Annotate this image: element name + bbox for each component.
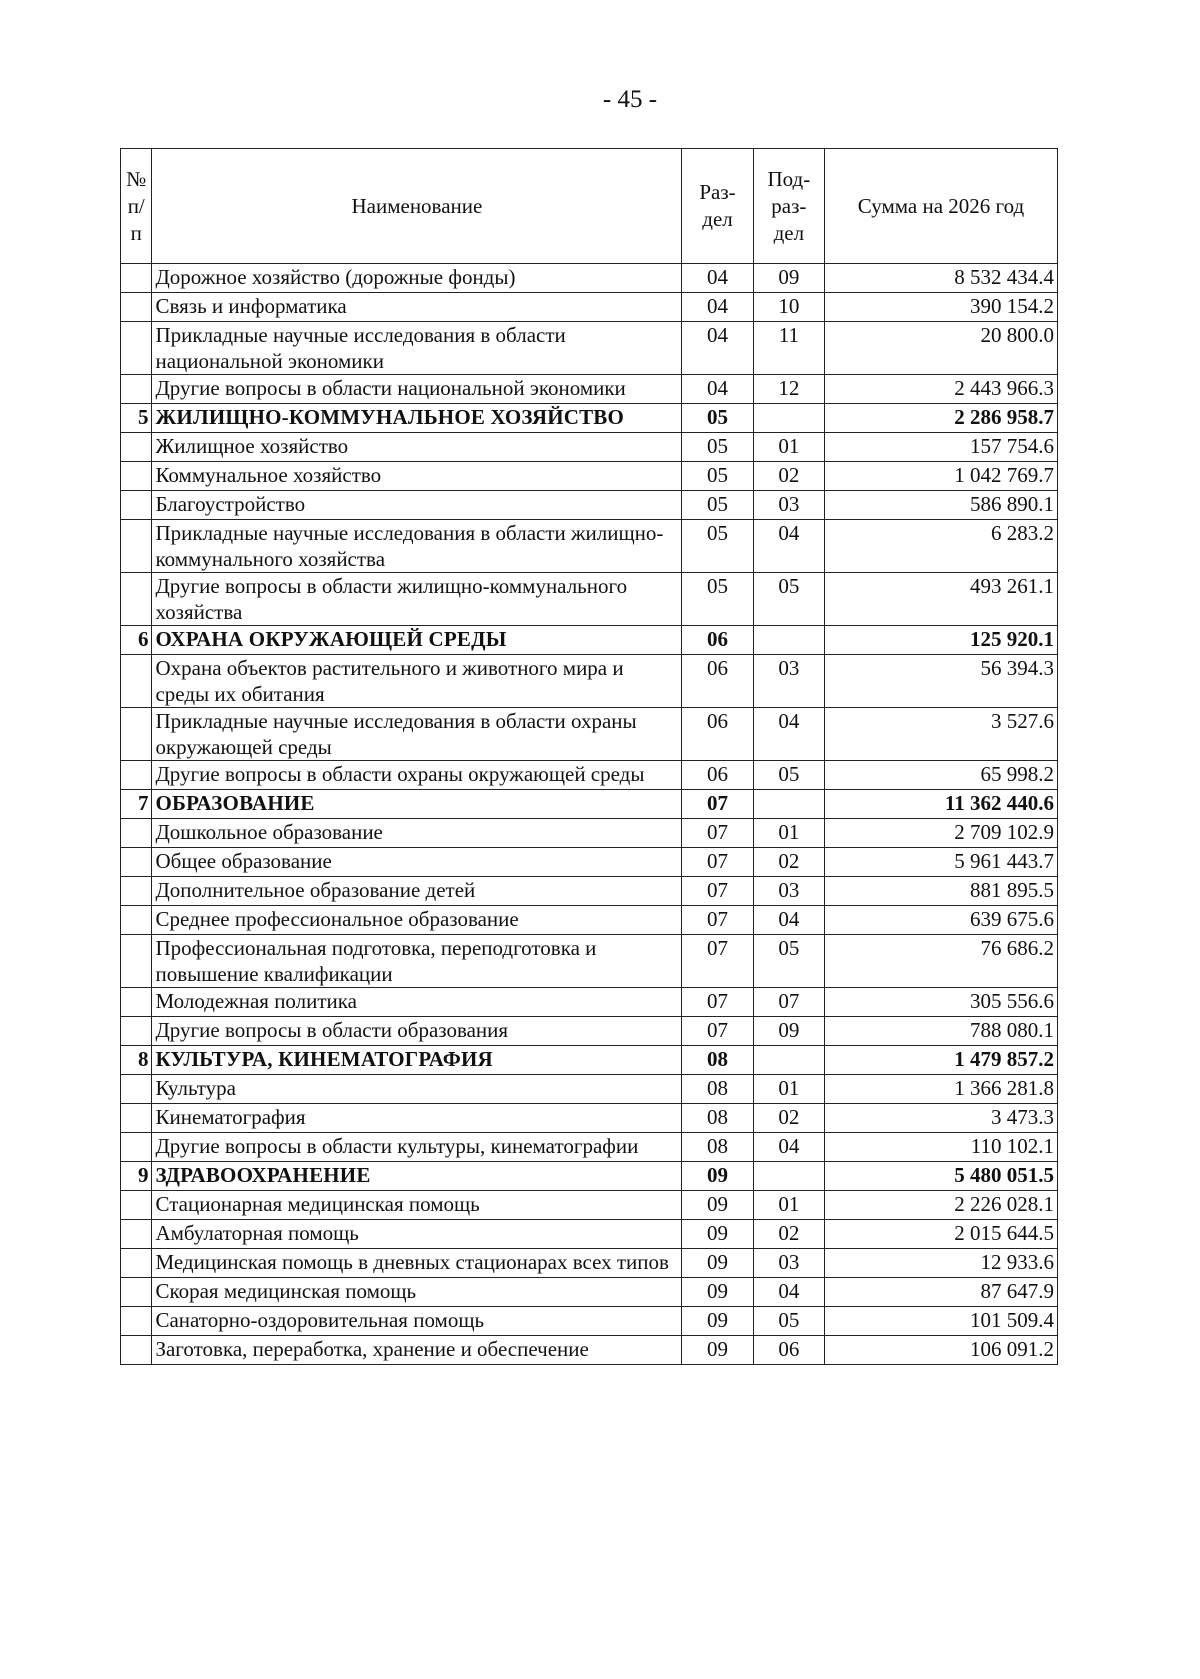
row-number <box>121 491 152 520</box>
table-row <box>121 761 1058 790</box>
row-subsection: 03 <box>753 1249 824 1278</box>
row-amount: 125 920.1 <box>825 626 1058 655</box>
row-name: Стационарная медицинская помощь <box>152 1191 682 1220</box>
table-row <box>121 1191 1058 1220</box>
header-subsection: Под-раз-дел <box>753 149 824 264</box>
row-name: Санаторно-оздоровительная помощь <box>152 1307 682 1336</box>
row-subsection: 01 <box>753 1191 824 1220</box>
table-row <box>121 293 1058 322</box>
row-amount: 1 479 857.2 <box>825 1046 1058 1075</box>
row-section: 09 <box>682 1249 753 1278</box>
row-number <box>121 1075 152 1104</box>
table-row <box>121 491 1058 520</box>
row-amount: 65 998.2 <box>825 761 1058 790</box>
row-number <box>121 708 152 761</box>
row-section: 04 <box>682 264 753 293</box>
row-subsection: 12 <box>753 375 824 404</box>
row-number <box>121 761 152 790</box>
budget-table <box>120 148 1058 1365</box>
row-name: Дошкольное образование <box>152 819 682 848</box>
table-row <box>121 935 1058 988</box>
table-row <box>121 1307 1058 1336</box>
row-subsection: 02 <box>753 462 824 491</box>
row-amount: 3 473.3 <box>825 1104 1058 1133</box>
row-subsection <box>753 1046 824 1075</box>
row-number: 9 <box>121 1162 152 1191</box>
header-section: Раз-дел <box>682 149 753 264</box>
row-subsection: 03 <box>753 655 824 708</box>
table-row <box>121 1249 1058 1278</box>
row-number <box>121 293 152 322</box>
table-row <box>121 520 1058 573</box>
row-number <box>121 1191 152 1220</box>
row-amount: 5 961 443.7 <box>825 848 1058 877</box>
row-amount: 2 443 966.3 <box>825 375 1058 404</box>
row-name: Другие вопросы в области жилищно-коммунального хозяйства <box>152 573 682 626</box>
table-row <box>121 1278 1058 1307</box>
row-amount: 788 080.1 <box>825 1017 1058 1046</box>
row-subsection <box>753 790 824 819</box>
row-section: 07 <box>682 1017 753 1046</box>
table-row <box>121 433 1058 462</box>
row-subsection: 01 <box>753 819 824 848</box>
header-amount: Сумма на 2026 год <box>825 149 1058 264</box>
row-name: Благоустройство <box>152 491 682 520</box>
row-name: Другие вопросы в области национальной экономики <box>152 375 682 404</box>
table-row <box>121 1133 1058 1162</box>
table-row <box>121 264 1058 293</box>
row-section: 08 <box>682 1104 753 1133</box>
row-subsection: 02 <box>753 1220 824 1249</box>
row-amount: 1 042 769.7 <box>825 462 1058 491</box>
row-name: Прикладные научные исследования в области охраны окружающей среды <box>152 708 682 761</box>
row-section: 05 <box>682 520 753 573</box>
row-section: 07 <box>682 819 753 848</box>
row-section: 09 <box>682 1162 753 1191</box>
row-number: 7 <box>121 790 152 819</box>
row-subsection <box>753 626 824 655</box>
row-number <box>121 935 152 988</box>
row-number <box>121 1104 152 1133</box>
row-amount: 3 527.6 <box>825 708 1058 761</box>
row-subsection: 09 <box>753 1017 824 1046</box>
table-row <box>121 906 1058 935</box>
row-number <box>121 848 152 877</box>
row-number <box>121 520 152 573</box>
row-subsection: 05 <box>753 761 824 790</box>
row-section: 09 <box>682 1278 753 1307</box>
row-name: Прикладные научные исследования в области национальной экономики <box>152 322 682 375</box>
row-number <box>121 433 152 462</box>
row-amount: 2 709 102.9 <box>825 819 1058 848</box>
row-number <box>121 1278 152 1307</box>
row-subsection: 04 <box>753 708 824 761</box>
row-section: 07 <box>682 790 753 819</box>
row-section: 05 <box>682 462 753 491</box>
row-section: 04 <box>682 375 753 404</box>
section-row <box>121 1162 1058 1191</box>
row-number <box>121 906 152 935</box>
row-name: Другие вопросы в области культуры, кинематографии <box>152 1133 682 1162</box>
row-name: ЖИЛИЩНО-КОММУНАЛЬНОЕ ХОЗЯЙСТВО <box>152 404 682 433</box>
row-subsection: 10 <box>753 293 824 322</box>
row-name: Другие вопросы в области охраны окружающей среды <box>152 761 682 790</box>
table-row <box>121 1220 1058 1249</box>
row-section: 09 <box>682 1220 753 1249</box>
section-row <box>121 790 1058 819</box>
table-row <box>121 1017 1058 1046</box>
row-name: ЗДРАВООХРАНЕНИЕ <box>152 1162 682 1191</box>
row-section: 07 <box>682 935 753 988</box>
row-number <box>121 322 152 375</box>
row-amount: 106 091.2 <box>825 1336 1058 1365</box>
row-name: Связь и информатика <box>152 293 682 322</box>
row-name: Другие вопросы в области образования <box>152 1017 682 1046</box>
row-number <box>121 1336 152 1365</box>
row-subsection: 04 <box>753 1278 824 1307</box>
row-number <box>121 1249 152 1278</box>
row-subsection: 05 <box>753 1307 824 1336</box>
row-number <box>121 264 152 293</box>
row-amount: 586 890.1 <box>825 491 1058 520</box>
row-number <box>121 462 152 491</box>
row-section: 08 <box>682 1046 753 1075</box>
row-name: Дополнительное образование детей <box>152 877 682 906</box>
table-row <box>121 819 1058 848</box>
row-section: 09 <box>682 1336 753 1365</box>
row-section: 06 <box>682 626 753 655</box>
row-section: 09 <box>682 1307 753 1336</box>
row-name: Молодежная политика <box>152 988 682 1017</box>
row-subsection: 05 <box>753 573 824 626</box>
row-amount: 5 480 051.5 <box>825 1162 1058 1191</box>
row-amount: 2 226 028.1 <box>825 1191 1058 1220</box>
row-amount: 6 283.2 <box>825 520 1058 573</box>
row-number <box>121 1017 152 1046</box>
row-subsection: 02 <box>753 1104 824 1133</box>
row-subsection: 07 <box>753 988 824 1017</box>
row-section: 05 <box>682 573 753 626</box>
table-body <box>121 264 1058 1365</box>
row-section: 05 <box>682 491 753 520</box>
page-number: - 45 - <box>602 86 658 113</box>
table-row <box>121 848 1058 877</box>
row-section: 04 <box>682 293 753 322</box>
row-name: Заготовка, переработка, хранение и обеспечение <box>152 1336 682 1365</box>
row-amount: 76 686.2 <box>825 935 1058 988</box>
row-name: ОБРАЗОВАНИЕ <box>152 790 682 819</box>
row-section: 05 <box>682 433 753 462</box>
section-row <box>121 1046 1058 1075</box>
row-section: 08 <box>682 1133 753 1162</box>
row-section: 05 <box>682 404 753 433</box>
row-section: 06 <box>682 655 753 708</box>
row-section: 06 <box>682 761 753 790</box>
row-number <box>121 1133 152 1162</box>
row-amount: 101 509.4 <box>825 1307 1058 1336</box>
row-subsection: 09 <box>753 264 824 293</box>
row-amount: 493 261.1 <box>825 573 1058 626</box>
section-row <box>121 626 1058 655</box>
row-subsection <box>753 1162 824 1191</box>
row-section: 04 <box>682 322 753 375</box>
row-subsection: 02 <box>753 848 824 877</box>
row-number <box>121 988 152 1017</box>
row-subsection: 05 <box>753 935 824 988</box>
row-amount: 11 362 440.6 <box>825 790 1058 819</box>
row-name: Амбулаторная помощь <box>152 1220 682 1249</box>
row-name: Медицинская помощь в дневных стационарах всех типов <box>152 1249 682 1278</box>
row-number <box>121 573 152 626</box>
row-name: КУЛЬТУРА, КИНЕМАТОГРАФИЯ <box>152 1046 682 1075</box>
row-number <box>121 819 152 848</box>
row-subsection: 01 <box>753 1075 824 1104</box>
row-name: Прикладные научные исследования в области жилищно-коммунального хозяйства <box>152 520 682 573</box>
row-subsection: 06 <box>753 1336 824 1365</box>
row-amount: 881 895.5 <box>825 877 1058 906</box>
row-section: 06 <box>682 708 753 761</box>
row-number <box>121 1220 152 1249</box>
row-amount: 1 366 281.8 <box>825 1075 1058 1104</box>
row-section: 07 <box>682 877 753 906</box>
row-amount: 2 015 644.5 <box>825 1220 1058 1249</box>
row-number <box>121 655 152 708</box>
row-amount: 157 754.6 <box>825 433 1058 462</box>
row-amount: 56 394.3 <box>825 655 1058 708</box>
row-section: 07 <box>682 988 753 1017</box>
header-name: Наименование <box>152 149 682 264</box>
table-row <box>121 1075 1058 1104</box>
table-row <box>121 1104 1058 1133</box>
table-row <box>121 877 1058 906</box>
row-amount: 110 102.1 <box>825 1133 1058 1162</box>
row-amount: 305 556.6 <box>825 988 1058 1017</box>
row-subsection: 01 <box>753 433 824 462</box>
row-name: Кинематография <box>152 1104 682 1133</box>
row-section: 07 <box>682 848 753 877</box>
row-name: Жилищное хозяйство <box>152 433 682 462</box>
row-number <box>121 877 152 906</box>
row-section: 07 <box>682 906 753 935</box>
row-section: 08 <box>682 1075 753 1104</box>
row-name: Профессиональная подготовка, переподготовка и повышение квалификации <box>152 935 682 988</box>
table-row <box>121 375 1058 404</box>
row-number <box>121 375 152 404</box>
row-amount: 2 286 958.7 <box>825 404 1058 433</box>
row-subsection: 03 <box>753 877 824 906</box>
row-name: Среднее профессиональное образование <box>152 906 682 935</box>
table-row <box>121 708 1058 761</box>
row-amount: 87 647.9 <box>825 1278 1058 1307</box>
table-row <box>121 462 1058 491</box>
header-no: № п/п <box>121 149 152 264</box>
row-section: 09 <box>682 1191 753 1220</box>
row-name: Культура <box>152 1075 682 1104</box>
table-header <box>121 149 1058 264</box>
table-row <box>121 988 1058 1017</box>
row-number: 8 <box>121 1046 152 1075</box>
row-subsection: 11 <box>753 322 824 375</box>
row-number <box>121 1307 152 1336</box>
row-subsection: 04 <box>753 1133 824 1162</box>
row-amount: 12 933.6 <box>825 1249 1058 1278</box>
row-amount: 8 532 434.4 <box>825 264 1058 293</box>
table-row <box>121 322 1058 375</box>
row-name: Дорожное хозяйство (дорожные фонды) <box>152 264 682 293</box>
row-name: Коммунальное хозяйство <box>152 462 682 491</box>
table-row <box>121 573 1058 626</box>
row-amount: 639 675.6 <box>825 906 1058 935</box>
row-amount: 20 800.0 <box>825 322 1058 375</box>
row-name: Скорая медицинская помощь <box>152 1278 682 1307</box>
row-subsection: 03 <box>753 491 824 520</box>
row-number: 6 <box>121 626 152 655</box>
row-name: Общее образование <box>152 848 682 877</box>
row-number: 5 <box>121 404 152 433</box>
section-row <box>121 404 1058 433</box>
row-subsection <box>753 404 824 433</box>
row-name: Охрана объектов растительного и животного мира и среды их обитания <box>152 655 682 708</box>
table-row <box>121 655 1058 708</box>
row-subsection: 04 <box>753 906 824 935</box>
row-amount: 390 154.2 <box>825 293 1058 322</box>
row-name: ОХРАНА ОКРУЖАЮЩЕЙ СРЕДЫ <box>152 626 682 655</box>
table-row <box>121 1336 1058 1365</box>
row-subsection: 04 <box>753 520 824 573</box>
